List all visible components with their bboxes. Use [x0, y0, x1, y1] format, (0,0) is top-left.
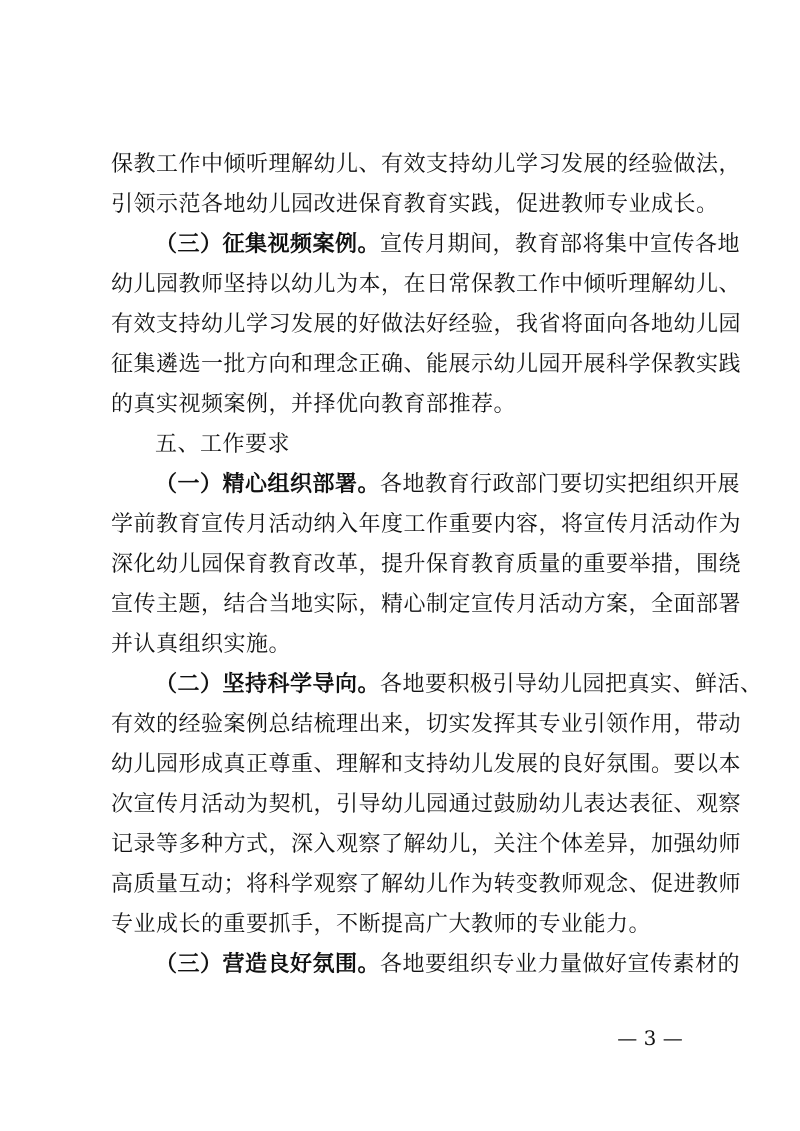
- section-heading: （三）征集视频案例。: [155, 232, 381, 257]
- section-title: 五、工作要求: [155, 432, 291, 457]
- paragraph-line: 宣传主题，结合当地实际，精心制定宣传月活动方案，全面部署: [111, 592, 742, 617]
- paragraph-line: （一）精心组织部署。各地教育行政部门要切实把组织开展: [155, 472, 741, 497]
- paragraph-line: 深化幼儿园保育教育改革，提升保育教育质量的重要举措，围绕: [111, 552, 742, 577]
- paragraph-line: 有效支持幼儿学习发展的好做法好经验，我省将面向各地幼儿园: [111, 312, 742, 337]
- paragraph-line: 有效的经验案例总结梳理出来，切实发挥其专业引领作用，带动: [111, 712, 742, 737]
- section-heading: （一）精心组织部署。: [155, 472, 381, 497]
- paragraph-line: 次宣传月活动为契机，引导幼儿园通过鼓励幼儿表达表征、观察: [111, 792, 742, 817]
- paragraph-line: 保教工作中倾听理解幼儿、有效支持幼儿学习发展的经验做法，: [111, 152, 742, 177]
- paragraph-line: 学前教育宣传月活动纳入年度工作重要内容，将宣传月活动作为: [111, 512, 742, 537]
- paragraph-line: 的真实视频案例，并择优向教育部推荐。: [111, 392, 517, 417]
- paragraph-line: 征集遴选一批方向和理念正确、能展示幼儿园开展科学保教实践: [111, 352, 742, 377]
- paragraph-line: 幼儿园教师坚持以幼儿为本，在日常保教工作中倾听理解幼儿、: [111, 272, 742, 297]
- section-heading: （二）坚持科学导向。: [155, 672, 381, 697]
- paragraph-line: 幼儿园形成真正尊重、理解和支持幼儿发展的良好氛围。要以本: [111, 752, 742, 777]
- paragraph-line: 专业成长的重要抓手，不断提高广大教师的专业能力。: [111, 912, 652, 937]
- page-number: — 3 —: [617, 1026, 683, 1050]
- paragraph-line: （三）营造良好氛围。各地要组织专业力量做好宣传素材的: [155, 952, 741, 977]
- paragraph-line: （三）征集视频案例。宣传月期间，教育部将集中宣传各地: [155, 232, 741, 257]
- paragraph-line: 高质量互动；将科学观察了解幼儿作为转变教师观念、促进教师: [111, 872, 742, 897]
- paragraph-line: 并认真组织实施。: [111, 632, 292, 657]
- paragraph-line: （二）坚持科学导向。各地要积极引导幼儿园把真实、鲜活、: [155, 672, 763, 697]
- paragraph-line: 记录等多种方式，深入观察了解幼儿，关注个体差异，加强幼师: [111, 832, 742, 857]
- paragraph-line: 引领示范各地幼儿园改进保育教育实践，促进教师专业成长。: [111, 192, 719, 217]
- section-heading: （三）营造良好氛围。: [155, 952, 381, 977]
